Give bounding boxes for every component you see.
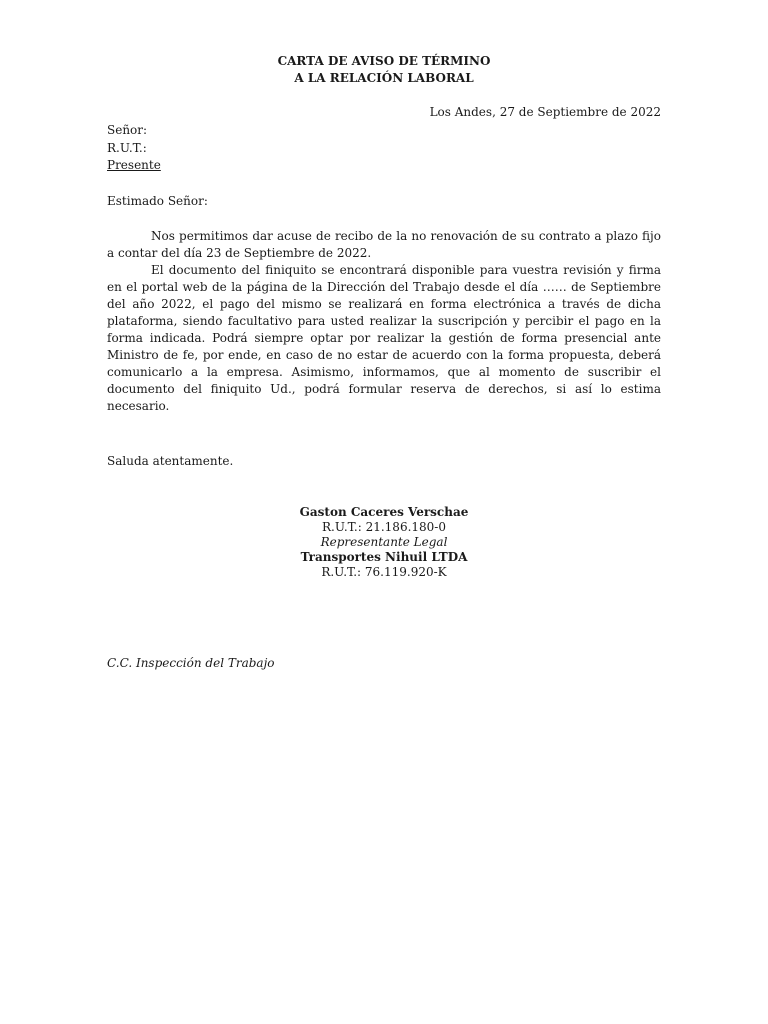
signature-name: Gaston Caceres Verschae bbox=[299, 505, 469, 519]
signature-company-rut: R.U.T.: 76.119.920-K bbox=[321, 565, 447, 579]
body-paragraph-2: El documento del finiquito se encontrará disponible para vuestra revisión y firma en el portal web de la página de la Dirección del Trabajo desde el día …… de Septiembre del año 2022, el pago del mismo se realizará en forma electrónica a través de dicha plataforma, siendo facultativo para usted realizar la suscripción y percibir el pago en la forma indicada. Podrá siempre optar por realizar la gestión de forma presencial ante Ministro de fe, por ende, en caso de no estar de acuerdo con la forma propuesta, deberá comunicarlo a la empresa. Asimismo, informamos, que al momento de suscribir el documento del finiquito Ud., podrá formular reserva de derechos, si así lo estima necesario. bbox=[107, 263, 661, 413]
cc-line: C.C. Inspección del Trabajo bbox=[107, 656, 275, 670]
signature-role: Representante Legal bbox=[320, 535, 448, 549]
body-paragraph-1: Nos permitimos dar acuse de recibo de la no renovación de su contrato a plazo fijo a contar del día 23 de Septiembre de 2022. bbox=[107, 229, 661, 260]
signature-company: Transportes Nihuil LTDA bbox=[300, 550, 468, 564]
greeting: Estimado Señor: bbox=[107, 194, 208, 208]
closing: Saluda atentamente. bbox=[107, 454, 234, 468]
recipient-presente: Presente bbox=[107, 158, 161, 172]
recipient-rut: R.U.T.: bbox=[107, 141, 147, 155]
document-title-line1: CARTA DE AVISO DE TÉRMINO bbox=[277, 54, 491, 68]
signature-rut: R.U.T.: 21.186.180-0 bbox=[322, 520, 446, 534]
place-date: Los Andes, 27 de Septiembre de 2022 bbox=[429, 105, 661, 119]
recipient-senor: Señor: bbox=[107, 123, 148, 137]
document-title-line2: A LA RELACIÓN LABORAL bbox=[294, 71, 474, 85]
